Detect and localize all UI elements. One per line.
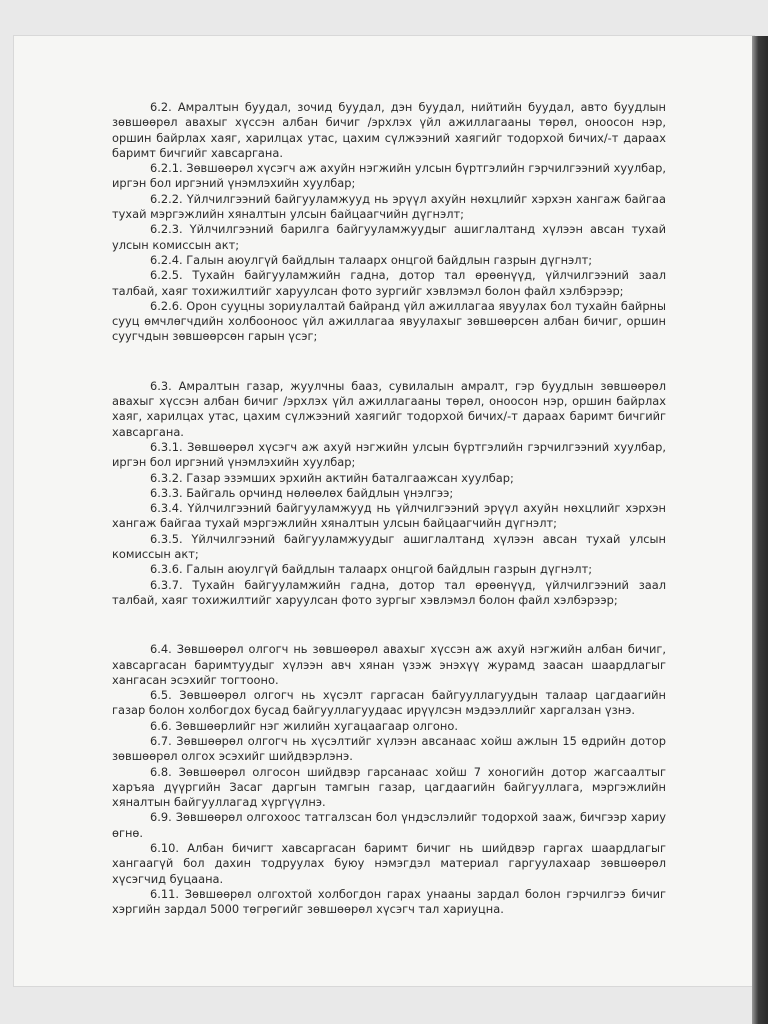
paragraph-6-2-4: 6.2.4. Галын аюулгүй байдлын талаарх онцгой байдлын газрын дүгнэлт; bbox=[150, 252, 593, 267]
section-gap bbox=[112, 362, 666, 379]
paragraph-6-2-2: 6.2.2. Үйлчилгээний байгууламжууд нь эрүүл ахуйн нөхцлийг хэрхэн хангаж байгаа тухай мэргэжлийн хяналтын улсын байцаагчийн дүгнэлт; bbox=[112, 191, 666, 222]
document-body bbox=[112, 100, 666, 918]
paragraph-6-10: 6.10. Албан бичигт хавсаргасан баримт бичиг нь шийдвэр гаргах шаардлагыг хангаагүй бол дахин тодруулах буюу нэмэгдэл материал гаргуулахаар зөвшөөрөл хүсэгчид буцаана. bbox=[112, 841, 666, 886]
paragraph-6-3-5: 6.3.5. Үйлчилгээний байгууламжуудыг ашиглалтанд хүлээн авсан тухай улсын комиссын акт; bbox=[112, 531, 666, 562]
paragraph-6-2: 6.2. Амралтын буудал, зочид буудал, дэн буудал, нийтийн буудал, авто буудлын зөвшөөрөл авахыг хүссэн албан бичиг /эрхлэх үйл ажиллагааны төрөл, оноосон нэр, оршин байрлах хаяг, харилцах утас, цахим сүлжээний хаягийг тодорхой бичих/-т дараах баримт бичгийг хавсаргана. bbox=[112, 100, 666, 160]
paragraph-6-3-1: 6.3.1. Зөвшөөрөл хүсэгч аж ахуй нэгжийн улсын бүртгэлийн гэрчилгээний хуулбар, иргэн бол иргэний үнэмлэхийн хуулбар; bbox=[112, 439, 666, 470]
paragraph-6-5: 6.5. Зөвшөөрөл олгогч нь хүсэлт гаргасан байгууллагуудын талаар цагдаагийн газар болон холбогдох бусад байгууллагуудаас ирүүлсэн мэдээллийг харгалзан үзнэ. bbox=[112, 688, 666, 718]
paragraph-6-3-4: 6.3.4. Үйлчилгээний байгууламжууд нь үйлчилгээний эрүүл ахуйн нөхцлийг хэрхэн хангаж байгаа тухай мэргэжлийн хяналтын улсын байцаагчийн дүгнэлт; bbox=[112, 501, 666, 531]
paragraph-6-9: 6.9. Зөвшөөрөл олгохоос татгалзсан бол үндэслэлийг тодорхой зааж, бичгээр хариу өгнө. bbox=[112, 810, 666, 840]
paragraph-6-3-6: 6.3.6. Галын аюулгүй байдлын талаарх онцгой байдлын газрын дүгнэлт; bbox=[150, 562, 593, 577]
paragraph-6-4: 6.4. Зөвшөөрөл олгогч нь зөвшөөрөл авахыг хүссэн аж ахуй нэгжийн албан бичиг, хавсаргасан баримтуудыг хүлээн авч хянан үзэж энэхүү журамд заасан шаардлагыг хангасан эсэхийг тогтооно. bbox=[112, 642, 666, 687]
paragraph-6-3: 6.3. Амралтын газар, жуулчны бааз, сувилалын амралт, гэр буудлын зөвшөөрөл авахыг хүссэн албан бичиг /эрхлэх үйл ажиллагааны төрөл, оноосон нэр, оршин байрлах хаяг, харилцах утас, цахим сүлжээний хаягийг тодорхой бичих/-т дараах баримт бичгийг хавсаргана. bbox=[112, 378, 666, 439]
paragraph-6-3-2: 6.3.2. Газар эзэмших эрхийн актийн баталгаажсан хуулбар; bbox=[150, 470, 514, 485]
paragraph-6-3-7: 6.3.7. Тухайн байгууламжийн гадна, дотор тал өрөөнүүд, үйлчилгээний заал талбай, хаяг тохижилтийг харуулсан фото зургыг хэвлэмэл болон файл хэлбэрээр; bbox=[112, 577, 666, 607]
paragraph-6-2-3: 6.2.3. Үйлчилгээний барилга байгууламжуудыг ашиглалтанд хүлээн авсан тухай улсын комиссын акт; bbox=[112, 222, 666, 252]
paragraph-6-11: 6.11. Зөвшөөрөл олгохтой холбогдон гарах унааны зардал болон гэрчилгээ бичиг хэргийн зардал 5000 төгрөгийг зөвшөөрөл хүсэгч тал хариуцна. bbox=[112, 886, 666, 917]
section-gap bbox=[112, 608, 666, 625]
paragraph-6-3-3: 6.3.3. Байгаль орчинд нөлөөлөх байдлын үнэлгээ; bbox=[150, 485, 454, 500]
paragraph-6-6: 6.6. Зөвшөөрлийг нэг жилийн хугацаагаар олгоно. bbox=[150, 718, 458, 733]
paragraph-6-8: 6.8. Зөвшөөрөл олгосон шийдвэр гарсанаас хойш 7 хоногийн дотор жагсаалтыг харъяа дүүргийн Засаг даргын тамгын газар, цагдаагийн байгууллага, мэргэжлийн хяналтын байгууллагад хүргүүлнэ. bbox=[112, 764, 666, 810]
paragraph-6-2-5: 6.2.5. Тухайн байгууламжийн гадна, дотор тал өрөөнүүд, үйлчилгээний заал талбай, хаяг тохижилтийг харуулсан фото зургийг хэвлэмэл болон файл хэлбэрээр; bbox=[112, 268, 666, 298]
paragraph-6-2-6: 6.2.6. Орон сууцны зориулалтай байранд үйл ажиллагаа явуулах бол тухайн байрны сууц өмчлөгчдийн холбооноос үйл ажиллагаа явуулахыг зөвшөөрсөн албан бичиг, оршин суугчдын зөвшөөрсөн гарын үсэг; bbox=[112, 298, 666, 344]
scan-shadow-edge bbox=[752, 36, 768, 1024]
section-gap bbox=[112, 345, 666, 362]
section-gap bbox=[112, 625, 666, 642]
paragraph-6-2-1: 6.2.1. Зөвшөөрөл хүсэгч аж ахуйн нэгжийн улсын бүртгэлийн гэрчилгээний хуулбар, иргэн бол иргэний үнэмлэхийн хуулбар; bbox=[112, 161, 666, 191]
paragraph-6-7: 6.7. Зөвшөөрөл олгогч нь хүсэлтийг хүлээн авсанаас хойш ажлын 15 өдрийн дотор зөвшөөрөл олгох эсэхийг шийдвэрлэнэ. bbox=[112, 733, 666, 764]
